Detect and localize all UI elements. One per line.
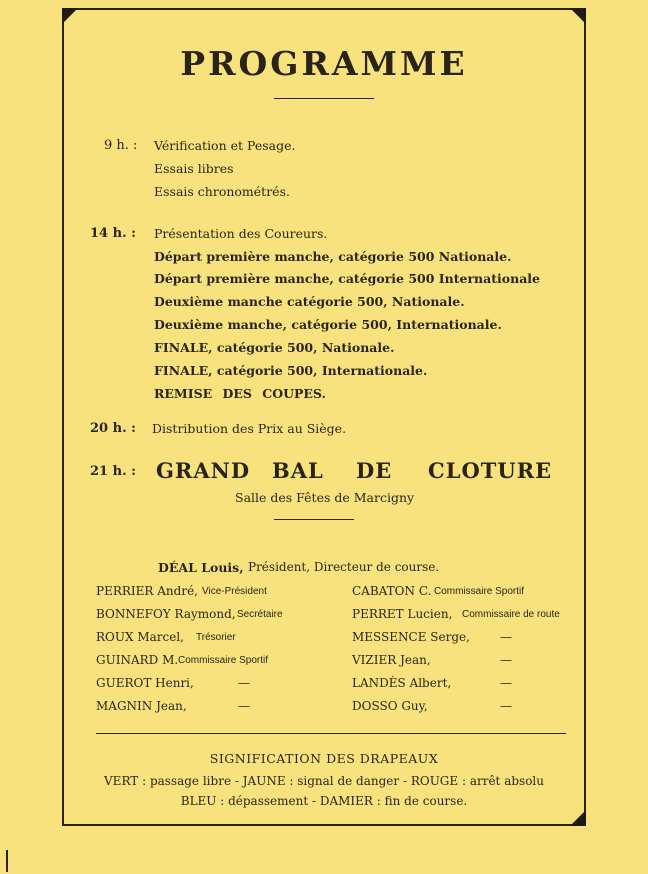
margin-mark bbox=[6, 850, 8, 872]
staff-role: Commissaire de route bbox=[462, 609, 560, 620]
grand-bal-word: DE bbox=[356, 458, 393, 483]
corner-ornament-top-left bbox=[62, 8, 78, 24]
flags-rule bbox=[96, 733, 566, 734]
section-rule bbox=[274, 519, 354, 520]
grand-bal-word: GRAND bbox=[156, 458, 251, 483]
staff-role: — bbox=[500, 653, 512, 667]
staff-name: PERRET Lucien, bbox=[352, 607, 453, 621]
staff-name: ROUX Marcel, bbox=[96, 630, 184, 644]
staff-name: CABATON C. bbox=[352, 584, 432, 598]
grand-bal-word: CLOTURE bbox=[428, 458, 553, 483]
staff-role: Commissaire Sportif bbox=[178, 655, 269, 666]
venue: Salle des Fêtes de Marcigny bbox=[235, 490, 415, 505]
staff-role: Secrétaire bbox=[237, 609, 283, 620]
corner-ornament-top-right bbox=[570, 8, 586, 24]
staff-name: BONNEFOY Raymond, bbox=[96, 607, 236, 621]
staff-role: — bbox=[500, 630, 512, 644]
grand-bal-word: BAL bbox=[272, 458, 324, 483]
time-14h: 14 h. : bbox=[90, 226, 136, 241]
staff-name: MAGNIN Jean, bbox=[96, 699, 187, 713]
schedule-line: Essais libres bbox=[154, 161, 234, 176]
schedule-line: REMISE DES COUPES. bbox=[154, 386, 326, 401]
staff-name: MESSENCE Serge, bbox=[352, 630, 470, 644]
staff-role: — bbox=[500, 699, 512, 713]
flags-line: VERT : passage libre - JAUNE : signal de danger - ROUGE : arrêt absolu bbox=[104, 774, 544, 788]
schedule-line: Vérification et Pesage. bbox=[154, 138, 296, 153]
schedule-line: Départ première manche, catégorie 500 Internationale bbox=[154, 271, 540, 286]
staff-role: — bbox=[500, 676, 512, 690]
time-9h: 9 h. : bbox=[104, 138, 138, 153]
director-name: DÉAL Louis, bbox=[158, 560, 244, 575]
schedule-line: Deuxième manche catégorie 500, Nationale. bbox=[154, 294, 465, 309]
schedule-line: Essais chronométrés. bbox=[154, 184, 290, 199]
staff-role: Commissaire Sportif bbox=[434, 586, 525, 597]
staff-name: GUEROT Henri, bbox=[96, 676, 194, 690]
staff-name: GUINARD M. bbox=[96, 653, 179, 667]
schedule-line: Départ première manche, catégorie 500 Nationale. bbox=[154, 249, 512, 264]
schedule-line: Distribution des Prix au Siège. bbox=[152, 421, 347, 436]
flags-heading: SIGNIFICATION DES DRAPEAUX bbox=[209, 751, 439, 766]
title-rule bbox=[274, 98, 374, 99]
staff-name: DOSSO Guy, bbox=[352, 699, 428, 713]
schedule-line: FINALE, catégorie 500, Nationale. bbox=[154, 340, 395, 355]
staff-role: Trésorier bbox=[196, 632, 236, 643]
schedule-line: Deuxième manche, catégorie 500, Internationale. bbox=[154, 317, 502, 332]
page-title: PROGRAMME bbox=[180, 44, 468, 83]
time-21h: 21 h. : bbox=[90, 464, 136, 479]
corner-ornament-bottom-right bbox=[570, 810, 586, 826]
schedule-line: Présentation des Coureurs. bbox=[154, 226, 328, 241]
staff-role: Vice-Président bbox=[202, 586, 267, 597]
staff-name: PERRIER André, bbox=[96, 584, 198, 598]
staff-name: VIZIER Jean, bbox=[352, 653, 431, 667]
schedule-line: FINALE, catégorie 500, Internationale. bbox=[154, 363, 428, 378]
staff-role: — bbox=[238, 676, 250, 690]
staff-name: LANDÈS Albert, bbox=[352, 676, 452, 690]
director-role: Président, Directeur de course. bbox=[248, 560, 440, 574]
staff-role: — bbox=[238, 699, 250, 713]
time-20h: 20 h. : bbox=[90, 421, 136, 436]
flags-line: BLEU : dépassement - DAMIER : fin de course. bbox=[180, 794, 468, 808]
